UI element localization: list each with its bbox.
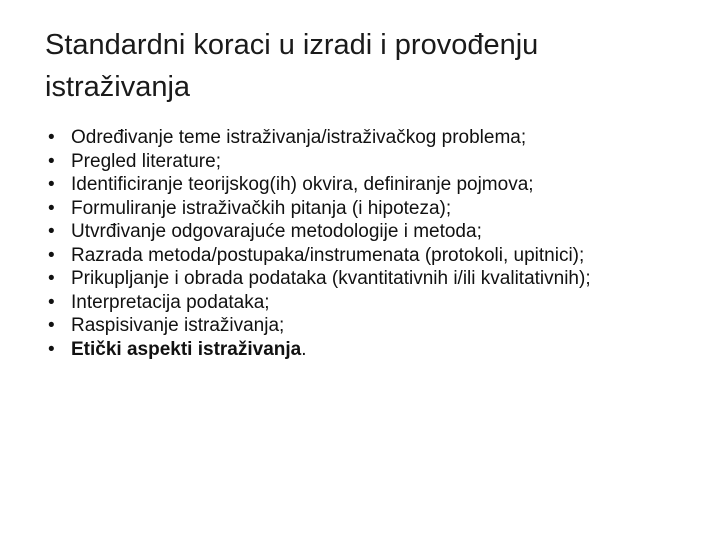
list-item [48, 220, 688, 244]
bullet-icon: • [48, 291, 55, 313]
list-item [48, 267, 688, 291]
list-item-text: Raspisivanje istraživanja; [71, 315, 285, 336]
slide-title: Standardni koraci u izradi i provođenju istraživanja [45, 29, 539, 103]
list-item [48, 126, 688, 150]
bullet-icon: • [48, 221, 55, 242]
list-item [48, 197, 688, 221]
bullet-icon: • [48, 338, 55, 360]
bullet-icon: • [48, 127, 55, 148]
list-item-bold-text: Etički aspekti istraživanja [71, 338, 302, 360]
bullet-icon: • [48, 315, 55, 336]
list-item-text: . [301, 338, 307, 360]
list-item [48, 291, 688, 315]
list-item-text: Utvrđivanje odgovarajuće metodologije i metoda; [71, 221, 482, 242]
list-item-text: Interpretacija podataka; [71, 291, 270, 313]
list-item [48, 314, 688, 338]
list-item-text: Razrada metoda/postupaka/instrumenata (protokoli, upitnici); [71, 244, 585, 266]
list-item-text: Pregled literature; [71, 150, 221, 172]
list-item-text: Prikupljanje i obrada podataka (kvantitativnih i/ili kvalitativnih); [71, 268, 591, 289]
list-item [48, 338, 688, 362]
bullet-icon: • [48, 150, 55, 172]
list-item-text: Određivanje teme istraživanja/istraživačkog problema; [71, 127, 527, 148]
list-item-text: Formuliranje istraživačkih pitanja (i hipoteza); [71, 197, 452, 219]
list-item [48, 173, 688, 197]
list-item [48, 244, 688, 268]
list-item-text: Identificiranje teorijskog(ih) okvira, definiranje pojmova; [71, 174, 534, 195]
bullet-icon: • [48, 197, 55, 219]
bullet-list [48, 126, 688, 361]
bullet-icon: • [48, 174, 55, 195]
list-item [48, 150, 688, 174]
bullet-icon: • [48, 268, 55, 289]
bullet-icon: • [48, 244, 55, 266]
